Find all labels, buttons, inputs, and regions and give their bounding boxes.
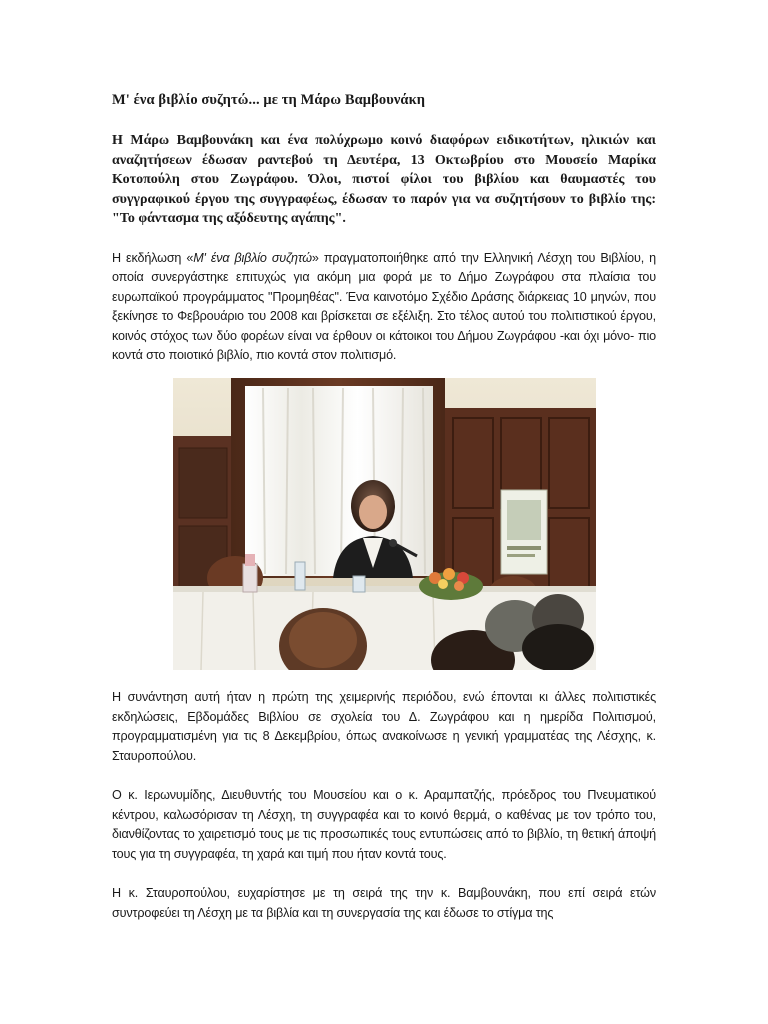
paragraph-thanks: Η κ. Σταυροπούλου, ευχαρίστησε με τη σειρά της την κ. Βαμβουνάκη, που επί σειρά ετών συντροφεύει τη Λέσχη με τα βιβλία και τη συνεργασία της και έδωσε το στίγμα της xyxy=(112,886,656,920)
paragraph-event xyxy=(112,249,656,366)
article-lead: Η Μάρω Βαμβουνάκη και ένα πολύχρωμο κοινό διαφόρων ειδικοτήτων, ηλικιών και αναζητήσεων έδωσαν ραντεβού τη Δευτέρα, 13 Οκτωβρίου στο Μουσείο Μαρίκα Κοτοπούλη στου Ζωγράφου. Όλοι, πιστοί φίλοι του βιβλίου και θαυμαστές του συγγραφικού έργου της συγγραφέως, έδωσαν το παρόν για να συζητήσουν το βιβλίο της: "Το φάντασμα της αξόδευτης αγάπης". xyxy=(112,133,656,226)
paragraph-event-rest: » πραγματοποιήθηκε από την Ελληνική Λέσχη του Βιβλίου, η οποία συνεργάστηκε επιτυχώς για ακόμη μια φορά με το Δήμο Ζωγράφου στα πλαίσια του ευρωπαϊκού προγράμματος "Προμηθέας". Ένα καινοτόμο Σχέδιο Δράσης διάρκειας 10 μηνών, που ξεκίνησε το Φεβρουάριο του 2008 και βρίσκεται σε εξέλιξη. Στο τέλος αυτού του πολιτιστικού έργου, κοινός στόχος των δύο φορέων είναι να έρθουν οι κάτοικοι του Δήμου Ζωγράφου -και όχι μόνο- πιο κοντά στο ποιοτικό βιβλίο, πιο κοντά στον πολιτισμό. xyxy=(112,250,656,362)
paragraph-season: Η συνάντηση αυτή ήταν η πρώτη της χειμερινής περιόδου, ενώ έπονται κι άλλες πολιτιστικές εκδηλώσεις, Εβδομάδες Βιβλίου σε σχολεία του Δ. Ζωγράφου και η ημερίδα Πολιτισμού, προγραμματισμένη για τις 8 Δεκεμβρίου, όπως ανακοίνωσε η γενική γραμματέας της Λέσχης, κ. Σταυροπούλου. xyxy=(112,690,656,763)
event-name: Μ' ένα βιβλίο συζητώ xyxy=(193,250,312,265)
paragraph-event-start: Η εκδήλωση « xyxy=(112,250,194,265)
article-bottom xyxy=(112,688,656,923)
event-photo xyxy=(173,378,596,670)
article-title: Μ' ένα βιβλίο συζητώ... με τη Μάρω Βαμβουνάκη xyxy=(112,92,426,108)
article-top xyxy=(112,92,656,366)
paragraph-welcome: Ο κ. Ιερωνυμίδης, Διευθυντής του Μουσείου και ο κ. Αραμπατζής, πρόεδρος του Πνευματικού κέντρου, καλωσόρισαν τη Λέσχη, τη συγγραφέα και το κοινό θερμά, ο καθένας με τον τρόπο του, διανθίζοντας το χαιρετισμό τους με τις προσωπικές τους εντυπώσεις από το βιβλίο, τη θετική άποψή τους για τη συγγραφέα, τη χαρά και τιμή που ήταν κοντά τους. xyxy=(112,788,656,861)
